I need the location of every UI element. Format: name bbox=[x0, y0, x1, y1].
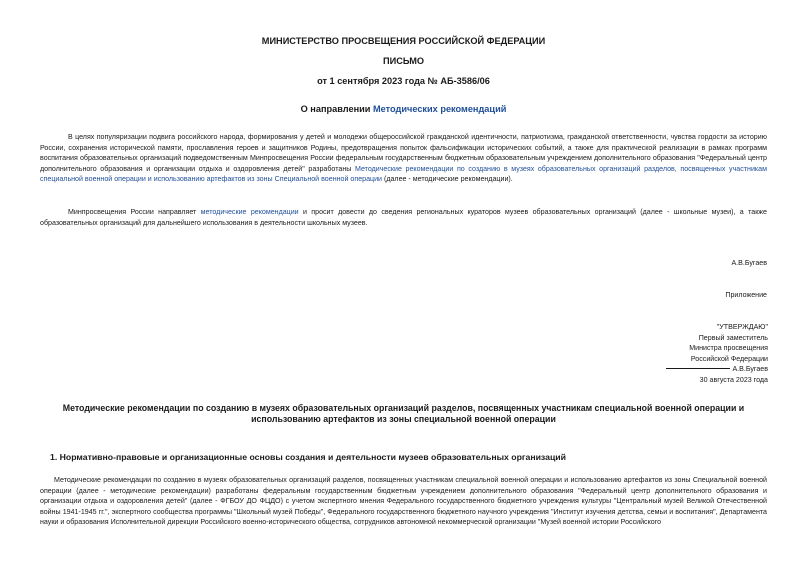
approval-date: 30 августа 2023 года bbox=[699, 375, 768, 384]
signature-line bbox=[666, 368, 730, 369]
subject-prefix: О направлении bbox=[300, 104, 373, 114]
paragraph-1-tail: (далее - методические рекомендации). bbox=[382, 175, 513, 184]
approval-position-2: Министра просвещения bbox=[689, 344, 768, 353]
subject-heading bbox=[0, 104, 807, 114]
paragraph-2-text-b: и просит довести до сведения региональных кураторов музеев образовательных организаций (далее - школьные музеи), а также образовательных организаций для дальнейшего использования в деятельности школьных музеев. bbox=[40, 208, 767, 227]
subject-link[interactable]: Методических рекомендаций bbox=[373, 104, 507, 114]
approval-position-1: Первый заместитель bbox=[698, 333, 768, 342]
appendix-title: Методические рекомендации по созданию в музеях образовательных организаций разделов, посвященных участникам специальной военной операции и использованию артефактов из зоны специальной военной операции bbox=[62, 403, 745, 424]
appendix-label: Приложение bbox=[725, 291, 767, 299]
paragraph-2-link[interactable]: методические рекомендации bbox=[200, 208, 299, 216]
paragraph-2 bbox=[40, 207, 767, 228]
signature: А.В.Бугаев bbox=[731, 259, 767, 267]
paragraph-1-text: В целях популяризации подвига российского народа, формирования у детей и молодежи общероссийской гражданской идентичности, патриотизма, гражданской ответственности, чувства гордости за историю России, сохранения исторической памяти, прославления героев и защитников Родины, предотвращения попыток фальсификации исторических событий, а также для практической реализации в рамках программ воспитания образовательных организаций подведомственным Минпросвещения России федеральным государственным бюджетным образовательным учреждением дополнительного образования "Федеральный центр дополнительного образования и организации отдыха и оздоровления детей" разработаны bbox=[40, 133, 767, 173]
approval-signer-row bbox=[640, 364, 768, 375]
approval-stamp: "УТВЕРЖДАЮ" bbox=[716, 323, 768, 331]
approval-signer: А.В.Бугаев bbox=[732, 365, 768, 374]
paragraph-1-link[interactable]: Методические рекомендации по созданию в музеях образовательных организаций разделов, посвященных участникам специальной военной операции и использованию артефактов из зоны Специальной военной операции bbox=[40, 164, 767, 184]
paragraph-2-text-a: Минпросвещения России направляет bbox=[68, 208, 201, 216]
section-1-heading: 1. Нормативно-правовые и организационные основы создания и деятельности музеев образовательных организаций bbox=[50, 452, 566, 462]
date-number-heading: от 1 сентября 2023 года № АБ-3586/06 bbox=[317, 76, 490, 86]
section-1-paragraph: Методические рекомендации по созданию в музеях образовательных организаций разделов, посвященных участникам специальной военной операции и использованию артефактов из зоны Специальной военной операции (далее - методические рекомендации) разработаны федеральным государственным бюджетным учреждением дополнительного образования "Федеральный центр дополнительного образования и организации отдыха и оздоровления детей" (далее - ФГБОУ ДО ФЦДО) с учетом экспертного мнения Федерального государственного бюджетного учреждения культуры "Центральный музей Великой Отечественной войны 1941-1945 гг.", экспертного сообщества программы "Школьный музей Победы", Федерального государственного бюджетного научного учреждения "Институт изучения детства, семьи и воспитания", Департамента науки и образования Исполнительной дирекции Российского военно-исторического общества, сотрудников автономной некоммерческой организации "Музей военной истории Российского bbox=[40, 476, 767, 527]
ministry-heading: МИНИСТЕРСТВО ПРОСВЕЩЕНИЯ РОССИЙСКОЙ ФЕДЕРАЦИИ bbox=[261, 36, 546, 46]
approval-block bbox=[640, 322, 768, 386]
paragraph-1 bbox=[40, 132, 767, 185]
doc-type-heading: ПИСЬМО bbox=[382, 56, 425, 66]
approval-position-3: Российской Федерации bbox=[690, 354, 768, 363]
